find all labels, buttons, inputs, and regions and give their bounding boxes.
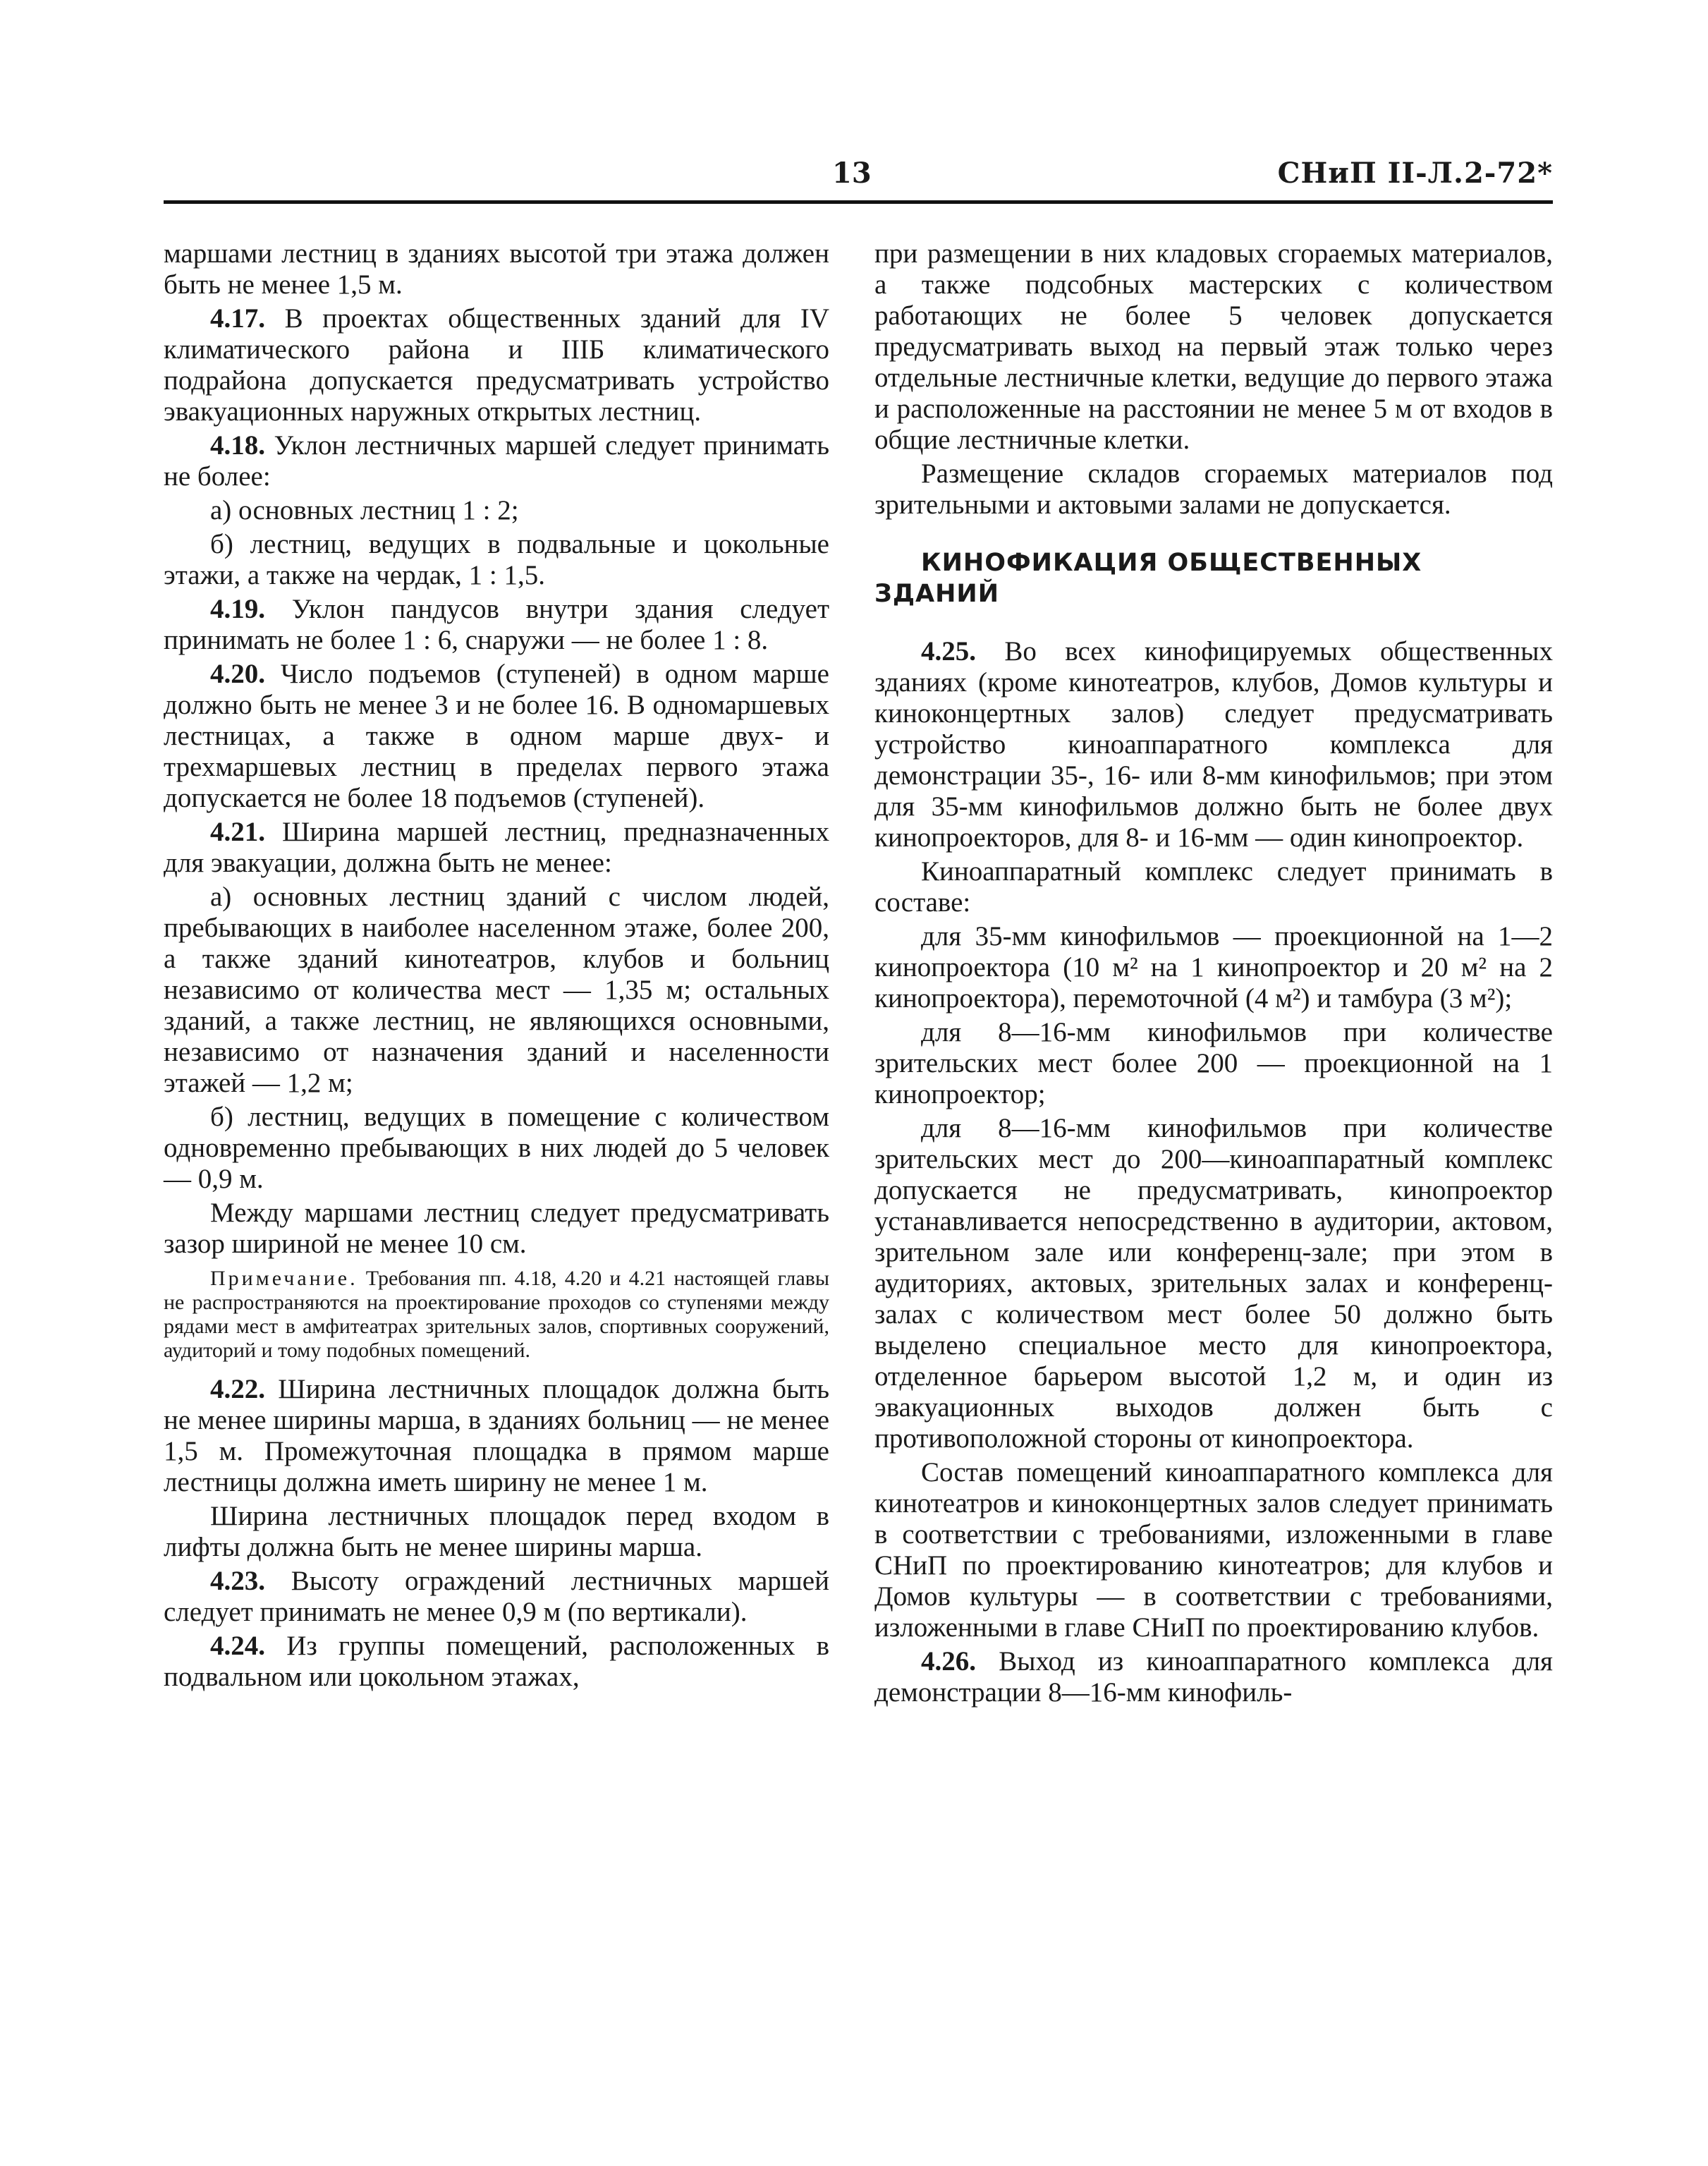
item-text: б) лестниц, ведущих в помещение с количеством одновременно пребывающих в них людей до 5 человек — 0,9 м.: [164, 1102, 829, 1194]
clause-4-23: [164, 1566, 829, 1628]
list-item: [164, 495, 829, 526]
paragraph: [874, 1113, 1553, 1454]
left-column: [164, 238, 829, 1696]
paragraph: [874, 238, 1553, 456]
paragraph: [164, 1198, 829, 1260]
paragraph: [164, 238, 829, 300]
clause-number: 4.25.: [921, 636, 976, 667]
paragraph-text: Размещение складов сгораемых материалов под зрительными и актовыми залами не допускается.: [874, 458, 1553, 520]
clause-4-17: [164, 303, 829, 427]
paragraph: [874, 921, 1553, 1014]
page-number: 13: [832, 157, 872, 190]
list-item: [164, 1102, 829, 1195]
clause-text: Из группы помещений, расположенных в подвальном или цокольном этажах,: [164, 1631, 829, 1692]
note-text: Требования пп. 4.18, 4.20 и 4.21 настоящей главы не распространяются на проектирование проходов со ступенями между рядами мест в амфитеатрах зрительных залов, спортивных сооружений, аудиторий и тому подобных помещений.: [164, 1267, 829, 1362]
paragraph: [874, 856, 1553, 918]
paragraph: [874, 458, 1553, 521]
clause-4-18: [164, 430, 829, 492]
clause-4-26: [874, 1646, 1553, 1708]
clause-4-24: [164, 1631, 829, 1693]
page-header: [164, 154, 1553, 203]
clause-4-22: [164, 1374, 829, 1498]
right-column: [874, 238, 1553, 1711]
header-rule: [164, 200, 1553, 204]
paragraph-text: Между маршами лестниц следует предусматривать зазор шириной не менее 10 см.: [164, 1198, 829, 1259]
item-text: а) основных лестниц зданий с числом людей, пребывающих в наиболее населенном этаже, более 200, а также зданий кинотеатров, клубов и больниц независимо от количества мест — 1,35 м; остальных зданий, а также лестниц, не являющихся основными, независимо от назначения зданий и населенности этажей — 1,2 м;: [164, 882, 829, 1098]
clause-number: 4.17.: [210, 303, 265, 334]
paragraph-text: при размещении в них кладовых сгораемых материалов, а также подсобных мастерских с количеством работающих не более 5 человек допускается предусматривать выход на первый этаж только через отдельные лестничные клетки, ведущие до первого этажа и расположенные на расстоянии не менее 5 м от входов в общие лестничные клетки.: [874, 238, 1553, 455]
document-code: СНиП II-Л.2-72*: [1277, 157, 1553, 190]
paragraph-text: Киноаппаратный комплекс следует принимать в составе:: [874, 856, 1553, 918]
clause-text: Во всех кинофицируемых общественных зданиях (кроме кинотеатров, клубов, Домов культуры и киноконцертных залов) следует предусматривать устройство киноаппаратного комплекса для демонстрации 35-, 16- или 8-мм кинофильмов; при этом для 35-мм кинофильмов должно быть не более двух кинопроекторов, для 8- и 16-мм — один кинопроектор.: [874, 636, 1553, 853]
clause-number: 4.21.: [210, 817, 265, 847]
clause-text: Уклон лестничных маршей следует принимать не более:: [164, 430, 829, 492]
paragraph-text: для 8—16-мм кинофильмов при количестве зрительских мест более 200 — проекционной на 1 кинопроектор;: [874, 1017, 1553, 1109]
paragraph-text: для 8—16-мм кинофильмов при количестве зрительских мест до 200—киноаппаратный комплекс допускается не предусматривать, кинопроектор устанавливается непосредственно в аудитории, актовом, зрительном зале или конференц-зале; при этом в аудиториях, актовых, зрительных залах и конференц-залах с количеством мест более 50 должно быть выделено специальное место для кинопроектора, отделенное барьером высотой 1,2 м, и один из эвакуационных выходов должен быть с противоположной стороны от кинопроектора.: [874, 1113, 1553, 1454]
list-item: [164, 882, 829, 1099]
clause-number: 4.18.: [210, 430, 265, 461]
paragraph-text: Состав помещений киноаппаратного комплекса для кинотеатров и киноконцертных залов следует принимать в соответствии с требованиями, изложенными в главе СНиП по проектированию кинотеатров; для клубов и Домов культуры — в соответствии с требованиями, изложенными в главе СНиП по проектированию клубов.: [874, 1457, 1553, 1643]
paragraph-text: Ширина лестничных площадок перед входом в лифты должна быть не менее ширины марша.: [164, 1501, 829, 1562]
clause-number: 4.26.: [921, 1646, 976, 1677]
paragraph-text: для 35-мм кинофильмов — проекционной на 1—2 кинопроектора (10 м² на 1 кинопроектор и 20 м² на 2 кинопроектора), перемоточной (4 м²) и тамбура (3 м²);: [874, 921, 1553, 1014]
clause-4-19: [164, 594, 829, 656]
clause-number: 4.24.: [210, 1631, 265, 1661]
clause-4-25: [874, 636, 1553, 853]
item-text: б) лестниц, ведущих в подвальные и цокольные этажи, а также на чердак, 1 : 1,5.: [164, 529, 829, 590]
clause-text: Выход из киноаппаратного комплекса для демонстрации 8—16-мм кинофиль-: [874, 1646, 1553, 1708]
clause-text: Ширина маршей лестниц, предназначенных для эвакуации, должна быть не менее:: [164, 817, 829, 878]
clause-text: Высоту ограждений лестничных маршей следует принимать не менее 0,9 м (по вертикали).: [164, 1566, 829, 1627]
paragraph: [874, 1457, 1553, 1643]
paragraph: [164, 1501, 829, 1563]
clause-text: Уклон пандусов внутри здания следует принимать не более 1 : 6, снаружи — не более 1 : 8.: [164, 594, 829, 655]
section-title: КИНОФИКАЦИЯ ОБЩЕСТВЕННЫХ ЗДАНИЙ: [874, 549, 1422, 608]
list-item: [164, 529, 829, 591]
clause-number: 4.23.: [210, 1566, 265, 1596]
paragraph: [874, 1017, 1553, 1110]
item-text: а) основных лестниц 1 : 2;: [210, 495, 519, 525]
clause-4-20: [164, 659, 829, 814]
clause-text: Число подъемов (ступеней) в одном марше должно быть не менее 3 и не более 16. В одномаршевых лестницах, а также в одном марше двух- и трехмаршевых лестниц в пределах первого этажа допускается не более 18 подъемов (ступеней).: [164, 659, 829, 813]
clause-number: 4.19.: [210, 594, 265, 624]
clause-number: 4.22.: [210, 1374, 265, 1404]
clause-text: Ширина лестничных площадок должна быть не менее ширины марша, в зданиях больниц — не менее 1,5 м. Промежуточная площадка в прямом марше лестницы должна иметь ширину не менее 1 м.: [164, 1374, 829, 1497]
clause-number: 4.20.: [210, 659, 265, 689]
paragraph-text: маршами лестниц в зданиях высотой три этажа должен быть не менее 1,5 м.: [164, 238, 829, 300]
clause-4-21: [164, 817, 829, 879]
note-label: Примечание.: [210, 1267, 358, 1290]
clause-text: В проектах общественных зданий для IV климатического района и IIIБ климатического подрайона допускается предусматривать устройство эвакуационных наружных открытых лестниц.: [164, 303, 829, 427]
note: [164, 1267, 829, 1363]
